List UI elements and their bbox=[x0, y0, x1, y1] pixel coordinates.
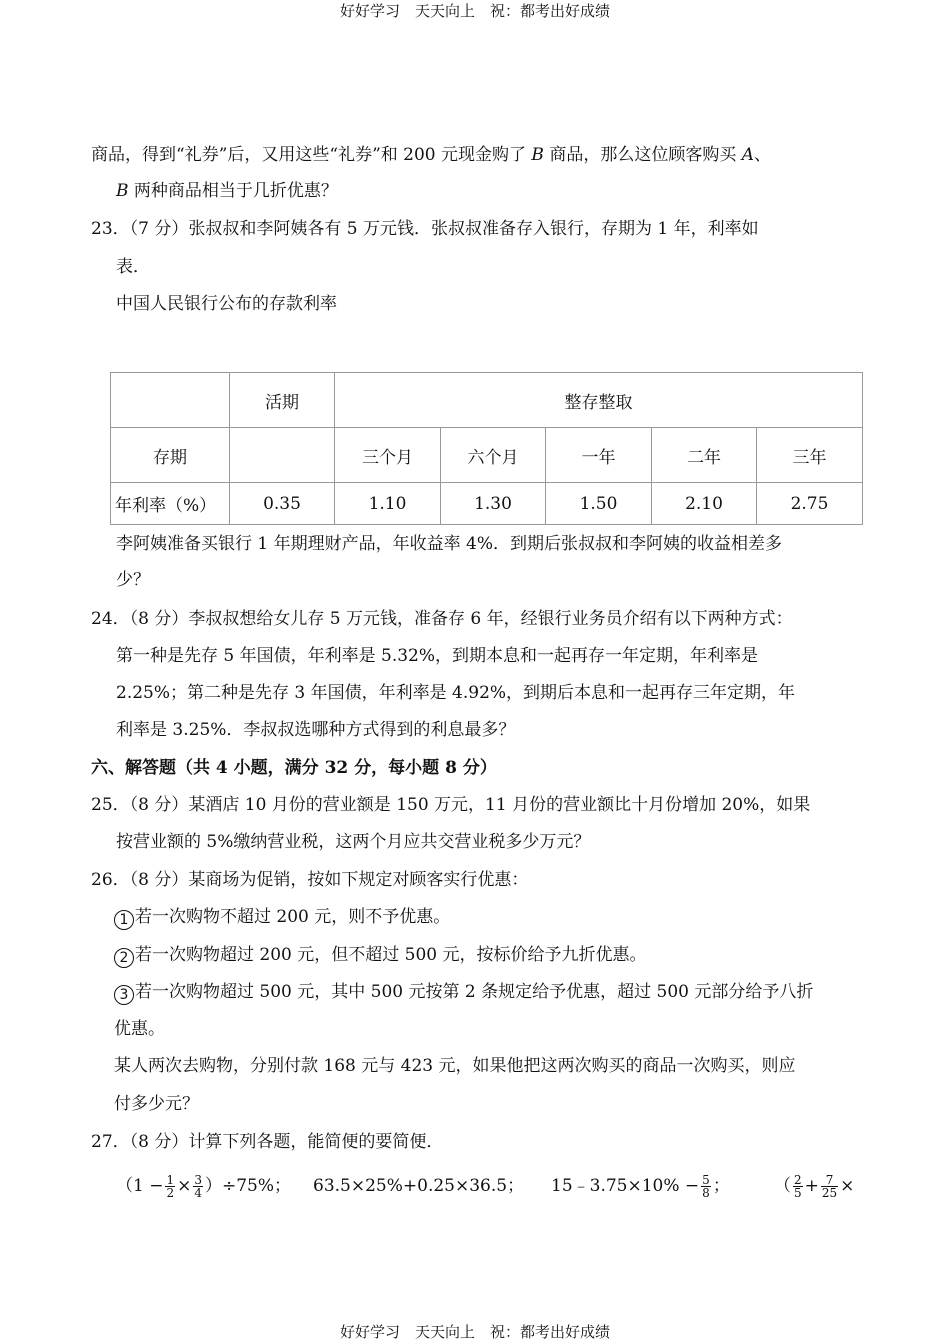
times-sign: × bbox=[840, 1176, 855, 1196]
expression-1 bbox=[116, 1171, 291, 1199]
circled-number-3: 3 bbox=[114, 985, 134, 1005]
rule-2-text: 若一次购物超过 200 元，但不超过 500 元，按标价给予九折优惠。 bbox=[135, 945, 647, 965]
circled-number-1: 1 bbox=[114, 910, 134, 930]
rate-label: 年利率（%） bbox=[111, 483, 230, 525]
numerator: 5 bbox=[702, 1173, 710, 1187]
q24-line-1: 24．（8 分）李叔叔想给女儿存 5 万元钱，准备存 6 年，经银行业务员介绍有以下两种方式： bbox=[91, 609, 793, 629]
q26-rule-1 bbox=[114, 906, 450, 930]
section-6-title: 六、解答题（共 4 小题，满分 32 分，每小题 8 分） bbox=[91, 758, 497, 778]
plus-sign: + bbox=[804, 1176, 819, 1196]
q26-rule-3 bbox=[114, 981, 813, 1005]
e3-text: 15﹣3.75×10% − bbox=[551, 1176, 700, 1196]
q26-ask-2: 付多少元？ bbox=[114, 1094, 199, 1114]
rate-cell: 2.10 bbox=[652, 483, 757, 525]
rule-3-text: 若一次购物超过 500 元，其中 500 元按第 2 条规定给予优惠，超过 500 元部分给予八折 bbox=[135, 982, 814, 1002]
q23-after-1: 李阿姨准备买银行 1 年期理财产品，年收益率 4%．到期后张叔叔和李阿姨的收益相差多 bbox=[116, 534, 782, 554]
q22-text-d: 两种商品相当于几折优惠？ bbox=[128, 181, 338, 201]
term-cell: 三年 bbox=[757, 428, 863, 483]
rule-1-text: 若一次购物不超过 200 元，则不予优惠。 bbox=[135, 907, 451, 927]
var-a: A bbox=[741, 145, 755, 165]
e1-open: （1 − bbox=[116, 1176, 164, 1196]
rate-cell: 1.30 bbox=[441, 483, 546, 525]
q26-rule-2 bbox=[114, 944, 647, 968]
var-b: B bbox=[531, 145, 544, 165]
q25-line-1: 25．（8 分）某酒店 10 月份的营业额是 150 万元，11 月份的营业额比十月份增加 20%，如果 bbox=[91, 795, 811, 815]
interest-rate-table bbox=[110, 372, 863, 525]
term-cell: 二年 bbox=[652, 428, 757, 483]
q27-line-1: 27．（8 分）计算下列各题，能简便的要简便． bbox=[91, 1132, 444, 1152]
table-caption: 中国人民银行公布的存款利率 bbox=[116, 294, 337, 314]
q24-line-2: 第一种是先存 5 年国债，年利率是 5.32%，到期本息和一起再存一年定期，年利率是 bbox=[116, 646, 759, 666]
term-cell: 三个月 bbox=[335, 428, 441, 483]
q22-line-2 bbox=[116, 180, 338, 202]
rate-cell: 1.10 bbox=[335, 483, 441, 525]
numerator: 1 bbox=[166, 1173, 175, 1187]
q25-line-2: 按营业额的 5%缴纳营业税，这两个月应共交营业税多少万元？ bbox=[116, 832, 591, 852]
numerator: 2 bbox=[794, 1173, 802, 1187]
denominator: 2 bbox=[166, 1186, 175, 1200]
q23-line-2: 表． bbox=[116, 257, 150, 277]
header-huoqi: 活期 bbox=[230, 373, 335, 428]
q24-line-3: 2.25%；第二种是先存 3 年国债，年利率是 4.92%，到期后本息和一起再存三年定期，年 bbox=[116, 683, 796, 703]
circled-number-2: 2 bbox=[114, 948, 134, 968]
q26-ask-1: 某人两次去购物，分别付款 168 元与 423 元，如果他把这两次购买的商品一次购买，则应 bbox=[114, 1056, 796, 1076]
page-header: 好好学习 天天向上 祝：都考出好成绩 bbox=[339, 2, 610, 20]
q23-line-1: 23．（7 分）张叔叔和李阿姨各有 5 万元钱．张叔叔准备存入银行，存期为 1 年，利率如 bbox=[91, 219, 759, 239]
rate-cell: 2.75 bbox=[757, 483, 863, 525]
q22-line-1 bbox=[91, 144, 771, 166]
fraction-1-2 bbox=[165, 1174, 175, 1199]
e3-end: ； bbox=[712, 1176, 730, 1196]
header-zhengcun: 整存整取 bbox=[335, 373, 863, 428]
q22-text-a: 商品，得到“礼券”后，又用这些“礼券”和 200 元现金购了 bbox=[91, 145, 532, 165]
times-sign: × bbox=[177, 1176, 192, 1196]
denominator: 5 bbox=[794, 1186, 802, 1200]
denominator: 25 bbox=[821, 1186, 838, 1200]
expression-3 bbox=[551, 1171, 730, 1199]
var-b-2: B bbox=[116, 181, 129, 201]
fraction-3-4 bbox=[193, 1174, 203, 1199]
q26-line-1: 26．（8 分）某商场为促销，按如下规定对顾客实行优惠： bbox=[91, 870, 529, 890]
fraction-5-8 bbox=[701, 1174, 711, 1199]
q24-line-4: 利率是 3.25%．李叔叔选哪种方式得到的利息最多？ bbox=[116, 720, 516, 740]
expression-4 bbox=[774, 1171, 854, 1199]
q22-text-b: 商品，那么这位顾客购买 bbox=[543, 145, 742, 165]
denominator: 4 bbox=[194, 1186, 202, 1200]
expression-2: 63.5×25%+0.25×36.5； bbox=[313, 1176, 525, 1196]
term-cell: 六个月 bbox=[441, 428, 546, 483]
e1-close: ）÷75%； bbox=[205, 1176, 292, 1196]
numerator: 3 bbox=[194, 1173, 202, 1187]
q26-rule-3b: 优惠。 bbox=[114, 1019, 165, 1039]
term-cell: 一年 bbox=[546, 428, 652, 483]
rate-cell: 1.50 bbox=[546, 483, 652, 525]
table-corner-cell bbox=[111, 373, 230, 428]
fraction-2-5 bbox=[793, 1174, 803, 1199]
rate-cell: 0.35 bbox=[230, 483, 335, 525]
fraction-7-25 bbox=[821, 1174, 838, 1199]
header-cunqi: 存期 bbox=[111, 428, 230, 483]
q22-text-c: 、 bbox=[754, 145, 772, 165]
q23-after-2: 少？ bbox=[116, 570, 150, 590]
numerator: 7 bbox=[821, 1174, 838, 1187]
denominator: 8 bbox=[702, 1186, 710, 1200]
e4-open: （ bbox=[774, 1176, 791, 1196]
page-footer: 好好学习 天天向上 祝：都考出好成绩 bbox=[339, 1323, 610, 1341]
empty-cell bbox=[230, 428, 335, 483]
